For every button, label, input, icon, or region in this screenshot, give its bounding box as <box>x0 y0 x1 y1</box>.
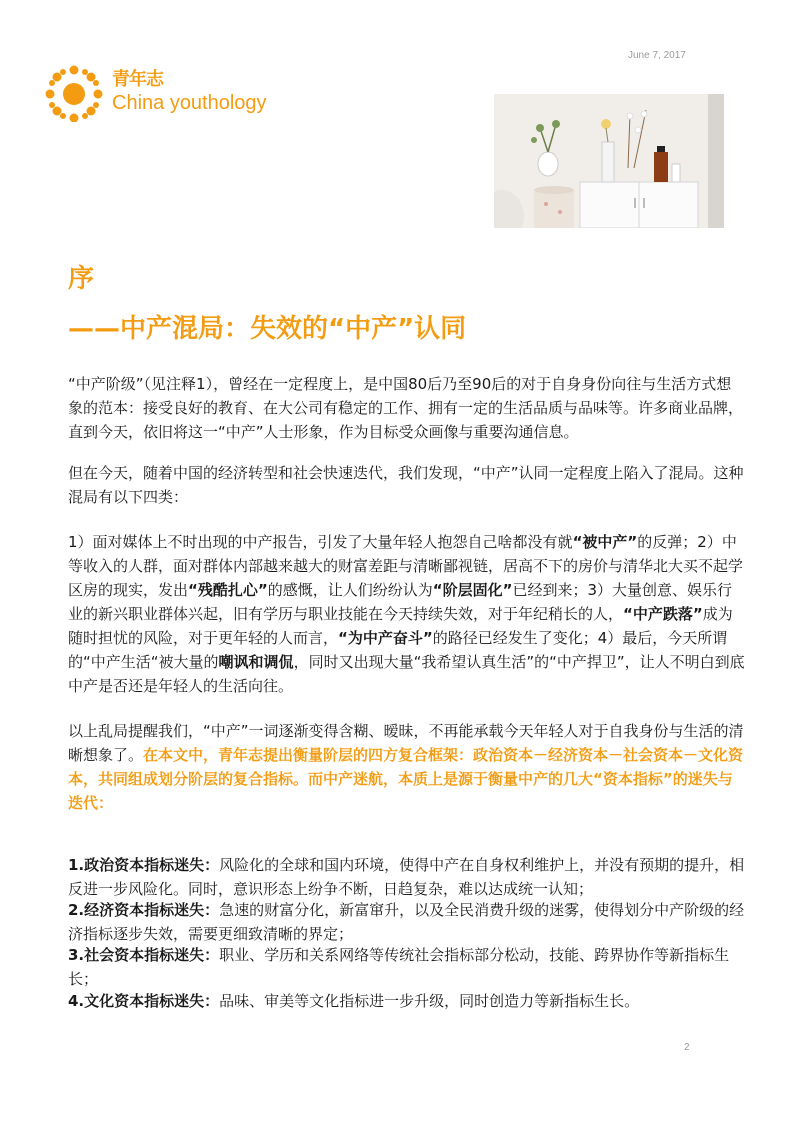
intro-paragraph: “中产阶级”（见注释1），曾经在一定程度上，是中国80后乃至90后的对于自身身份向往与生活方式想象的范本：接受良好的教育、在大公司有稳定的工作、拥有一定的生活品质与品味等。许多商业品牌，直到今天，依旧将这一“中产”人士形象，作为目标受众画像与重要沟通信息。 <box>68 375 744 441</box>
section-subtitle: ——中产混局：失效的“中产”认同 <box>68 314 467 344</box>
framework-paragraph: 以上乱局提醒我们，“中产”一词逐渐变得含糊、暧昧，不再能承载今天年轻人对于自我身份与生活的清晰想象了。在本文中，青年志提出衡量阶层的四方复合框架：政治资本－经济资本－社会资本－文化资本，共同组成划分阶层的复合指标。而中产迷航，本质上是源于衡量中产的几大“资本指标”的迷失与迭代： <box>68 722 744 812</box>
section-title: 序 <box>68 264 95 294</box>
four-types-paragraph: 1）面对媒体上不时出现的中产报告，引发了大量年轻人抱怨自己啥都没有就“被中产”的反弹；2）中等收入的人群，面对群体内部越来越大的财富差距与清晰鄙视链，居高不下的房价与清华北大买不起学区房的现实，发出“残酷扎心”的感慨，让人们纷纷认为“阶层固化”已经到来；3）大量创意、娱乐行业的新兴职业群体兴起，旧有学历与职业技能在今天持续失效，对于年纪稍长的人，“中产跌落”成为随时担忧的风险，对于更年轻的人而言，“为中产奋斗”的路径已经发生了变化；4）最后，今天所谓的“中产生活“被大量的嘲讽和调侃，同时又出现大量“我希望认真生活”的“中产捍卫”，让人不明白到底中产是否还是年轻人的生活向往。 <box>68 533 745 695</box>
page-number: 2 <box>684 1042 690 1053</box>
header-date: June 7, 2017 <box>628 50 686 61</box>
indicator-item: 3.社会资本指标迷失：职业、学历和关系网络等传统社会指标部分松动，技能、跨界协作等新指标生长； <box>68 946 730 988</box>
context-paragraph: 但在今天，随着中国的经济转型和社会快速迭代，我们发现，“中产”认同一定程度上陷入了混局。这种混局有以下四类： <box>68 464 744 506</box>
logo <box>42 62 302 122</box>
interior-photo <box>494 94 724 228</box>
sun-logo-icon <box>42 62 106 122</box>
indicator-item: 2.经济资本指标迷失：急速的财富分化，新富窜升，以及全民消费升级的迷雾，使得划分中产阶级的经济指标逐步失效，需要更细致清晰的界定； <box>68 901 745 943</box>
logo-english-text: China youthology <box>112 92 267 114</box>
indicator-item: 4.文化资本指标迷失：品味、审美等文化指标进一步升级，同时创造力等新指标生长。 <box>68 992 640 1010</box>
framework-highlight: 在本文中，青年志提出衡量阶层的四方复合框架：政治资本－经济资本－社会资本－文化资本，共同组成划分阶层的复合指标。而中产迷航，本质上是源于衡量中产的几大“资本指标”的迷失与迭代： <box>68 746 744 812</box>
logo-chinese-text: 青年志 <box>112 69 163 90</box>
indicator-item: 1.政治资本指标迷失：风险化的全球和国内环境，使得中产在自身权利维护上，并没有预期的提升，相反进一步风险化。同时，意识形态上纷争不断，日趋复杂，难以达成统一认知； <box>68 856 745 898</box>
